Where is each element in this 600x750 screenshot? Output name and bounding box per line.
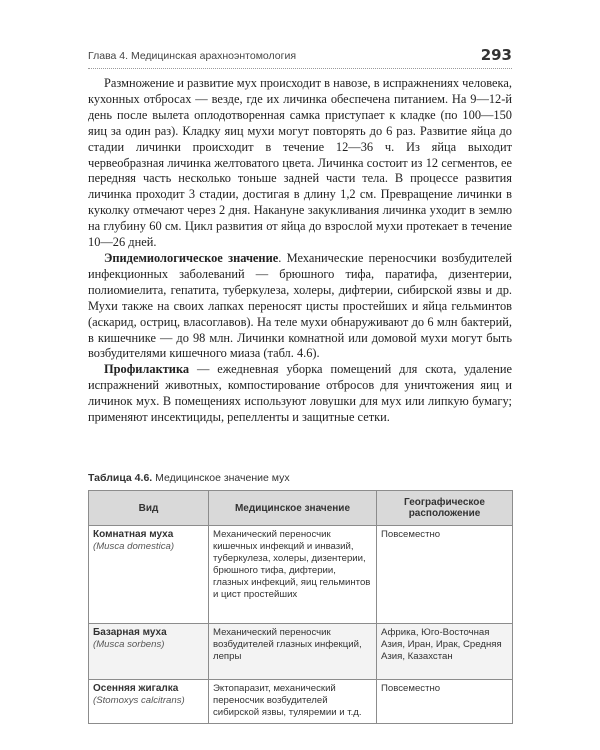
species-cell bbox=[89, 624, 209, 680]
table-row bbox=[89, 624, 513, 680]
species-latin-name: (Stomoxys calcitrans) bbox=[93, 695, 185, 706]
significance-cell: Механический переносчик кишечных инфекций и инвазий, туберкулеза, холеры, дизентерии, брюшного тифа, дифтерии, глазных инфекций, яиц гельминтов и цист простейших bbox=[209, 526, 377, 624]
significance-cell: Механический переносчик возбудителей глазных инфекций, лепры bbox=[209, 624, 377, 680]
paragraph-reproduction: Размножение и развитие мух происходит в навозе, в испражнениях человека, кухонных отбросах — везде, где их личинка обеспечена питанием. На 9—12-й день после вылета оплодотворенная самка приступает к кладке (по 100—150 яиц за один раз). Кладку яиц мухи могут повторять до 6 раз. Развитие яйца до стадии личинки происходит в течение 12—36 ч. Из яйца выходит червеобразная личинка желтоватого цвета. Личинка состоит из 12 сегментов, ее передняя часть несколько тоньше задней части тела. В процессе развития личинка проходит 3 стадии, достигая в длину 1,2 см. Превращение личинки в куколку отмечают через 2 дня. Накануне закукливания личинка уходит в землю на глубину 60 см. Цикл развития от яйца до взрослой мухи протекает в течение 10—26 дней. bbox=[88, 76, 512, 250]
term-prevention: Профилактика bbox=[104, 362, 190, 377]
species-cell bbox=[89, 526, 209, 624]
paragraph-epidemiology-text: . Механические переносчики возбудителей инфекционных заболеваний — брюшного тифа, паратифа, дизентерии, полиомиелита, гепатита, туберкулеза, холеры, дифтерии, сибирской язвы и др. Мухи также на своих лапках переносят цисты простейших и яйца гельминтов (аскарид, остриц, власоглавов). На теле мухи обнаруживают до 6 млн бактерий, в кишечнике — до 98 млн. Личинки комнатной или домовой мухи могут быть возбудителями кишечного миаза (табл. 4.6). bbox=[88, 250, 512, 361]
species-latin-name: (Musca domestica) bbox=[93, 541, 175, 552]
header-species: Вид bbox=[89, 491, 209, 526]
geography-cell: Повсеместно bbox=[377, 526, 513, 624]
header-geography: Географическое расположение bbox=[377, 491, 513, 526]
term-epidemiology: Эпидемиологическое значение bbox=[104, 250, 279, 265]
species-name: Комнатная муха bbox=[93, 529, 174, 540]
table-header-row bbox=[89, 491, 513, 526]
table-row bbox=[89, 526, 513, 624]
fly-significance-table bbox=[88, 490, 513, 724]
running-header bbox=[88, 46, 512, 69]
geography-cell: Повсеместно bbox=[377, 680, 513, 724]
chapter-title: Глава 4. Медицинская арахноэнтомология bbox=[88, 50, 297, 62]
table-row bbox=[89, 680, 513, 724]
table-caption-label: Таблица 4.6. bbox=[88, 472, 153, 484]
paragraph-prevention bbox=[88, 362, 512, 426]
significance-cell: Эктопаразит, механический переносчик возбудителей сибирской язвы, туляремии и т.д. bbox=[209, 680, 377, 724]
species-latin-name: (Musca sorbens) bbox=[93, 639, 165, 650]
paragraph-prevention-text: — ежедневная уборка помещений для скота, удаление испражнений животных, компостирование отбросов для уничтожения яиц и личинок мух. В помещениях используют ловушки для мух или липкую бумагу; применяют инсектициды, репелленты и защитные сетки. bbox=[88, 362, 512, 425]
page-number: 293 bbox=[480, 46, 512, 64]
species-cell bbox=[89, 680, 209, 724]
geography-cell: Африка, Юго-Восточная Азия, Иран, Ирак, Средняя Азия, Казахстан bbox=[377, 624, 513, 680]
paragraph-epidemiology bbox=[88, 251, 512, 362]
species-name: Осенняя жигалка bbox=[93, 683, 179, 694]
table-caption bbox=[88, 472, 512, 484]
table-caption-text: Медицинское значение мух bbox=[152, 472, 290, 484]
header-significance: Медицинское значение bbox=[209, 491, 377, 526]
body-text bbox=[88, 76, 512, 426]
species-name: Базарная муха bbox=[93, 627, 167, 638]
